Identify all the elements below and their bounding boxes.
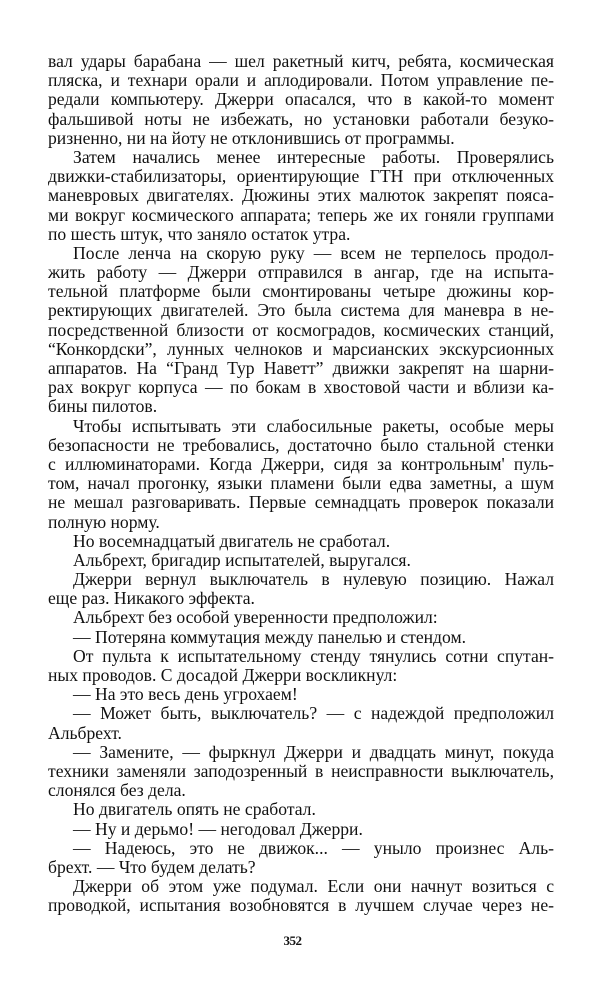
text-line: по шесть штук, что заняло остаток утра. xyxy=(48,223,351,244)
paragraph-first-line: Альбрехт без особой уверенности предположил: xyxy=(73,607,438,628)
paragraph-first-line: — Может быть, выключатель? — с надеждой предположил xyxy=(73,703,554,724)
text-line: “Конкордски”, лунных челноков и марсианских экскурсионных xyxy=(48,338,554,359)
text-line: брехт. — Что будем делать? xyxy=(48,856,256,877)
text-line: аппаратов. На “Гранд Тур Наветт” движки закрепят на шарни- xyxy=(48,358,555,378)
text-line: ректирующих двигателей. Это была система для маневра в не- xyxy=(48,300,555,321)
text-line: посредственной близости от космоградов, космических станций, xyxy=(48,319,554,340)
text-line: тельной платформе были смонтированы четыре дюжины кор- xyxy=(48,281,554,302)
text-line: ризненно, ни на йоту не отклонившись от программы. xyxy=(48,127,455,148)
text-line: фальшивой ноты не избежать, но установки работали безуко- xyxy=(48,108,554,129)
paragraph-first-line: Джерри об этом уже подумал. Если они начнут возиться с xyxy=(73,876,555,897)
text-line: с иллюминаторами. Когда Джерри, сидя за контрольным' пуль- xyxy=(48,453,554,474)
text-line: движки-стабилизаторы, ориентирующие ГТН при отключенных xyxy=(48,166,555,187)
paragraph-first-line: Затем начались менее интересные работы. Проверялись xyxy=(73,146,555,167)
paragraph-first-line: После ленча на скорую руку — всем не терпелось продол- xyxy=(73,242,554,263)
text-line: жить работу — Джерри отправился в ангар, где на испыта- xyxy=(48,262,554,283)
text-line: ми вокруг космического аппарата; теперь же их гоняли группами xyxy=(48,204,555,225)
paragraph-first-line: Но двигатель опять не сработал. xyxy=(73,799,316,820)
text-line: пляска, и технари орали и аплодировали. Потом управление пе- xyxy=(48,70,554,91)
text-line: редали компьютеру. Джерри опасался, что в какой-то момент xyxy=(48,89,554,110)
text-line: не мешал разговаривать. Первые семнадцать проверок показали xyxy=(48,492,555,513)
text-line: рах вокруг корпуса — по бокам в хвостовой части и вблизи ка- xyxy=(48,377,555,398)
page-body-text xyxy=(48,52,554,915)
text-line: ных проводов. С досадой Джерри воскликнул: xyxy=(48,665,398,685)
text-line: проводкой, испытания возобновятся в лучшем случае через не- xyxy=(48,895,555,916)
text-line: маневровых двигателях. Дюжины этих малюток закрепят пояса- xyxy=(48,185,555,206)
text-line: полную норму. xyxy=(48,511,160,532)
text-line: Альбрехт. xyxy=(48,722,122,743)
text-line: безопасности не требовались, достаточно было стальной стенки xyxy=(48,434,554,455)
paragraph-first-line: Но восемнадцатый двигатель не сработал. xyxy=(73,530,391,551)
paragraph-first-line: — Потеряна коммутация между панелью и стендом. xyxy=(73,626,467,647)
text-line: вал удары барабана — шел ракетный китч, ребята, космическая xyxy=(48,51,554,71)
text-line: бины пилотов. xyxy=(48,396,158,417)
paragraph-first-line: — На это весь день угрохаем! xyxy=(73,684,298,705)
text-line: еще раз. Никакого эффекта. xyxy=(48,588,255,609)
paragraph-first-line: Джерри вернул выключатель в нулевую позицию. Нажал xyxy=(73,569,554,590)
paragraph-first-line: — Замените, — фыркнул Джерри и двадцать минут, покуда xyxy=(73,741,555,762)
paragraph-first-line: — Надеюсь, это не движок... — уныло произнес Аль- xyxy=(73,837,554,858)
paragraph-first-line: От пульта к испытательному стенду тянулись сотни спутан- xyxy=(73,645,555,666)
paragraph-first-line: — Ну и дерьмо! — негодовал Джерри. xyxy=(73,818,363,839)
text-line: том, начал прогонку, языки пламени были едва заметны, а шум xyxy=(48,473,554,494)
paragraph-first-line: Чтобы испытывать эти слабосильные ракеты, особые меры xyxy=(73,415,554,436)
paragraph-first-line: Альбрехт, бригадир испытателей, выругался. xyxy=(73,549,411,570)
page-number: 352 xyxy=(283,933,302,948)
text-line: слонялся без дела. xyxy=(48,780,186,801)
text-line: техники заменяли заподозренный в неисправности выключатель, xyxy=(48,760,554,781)
